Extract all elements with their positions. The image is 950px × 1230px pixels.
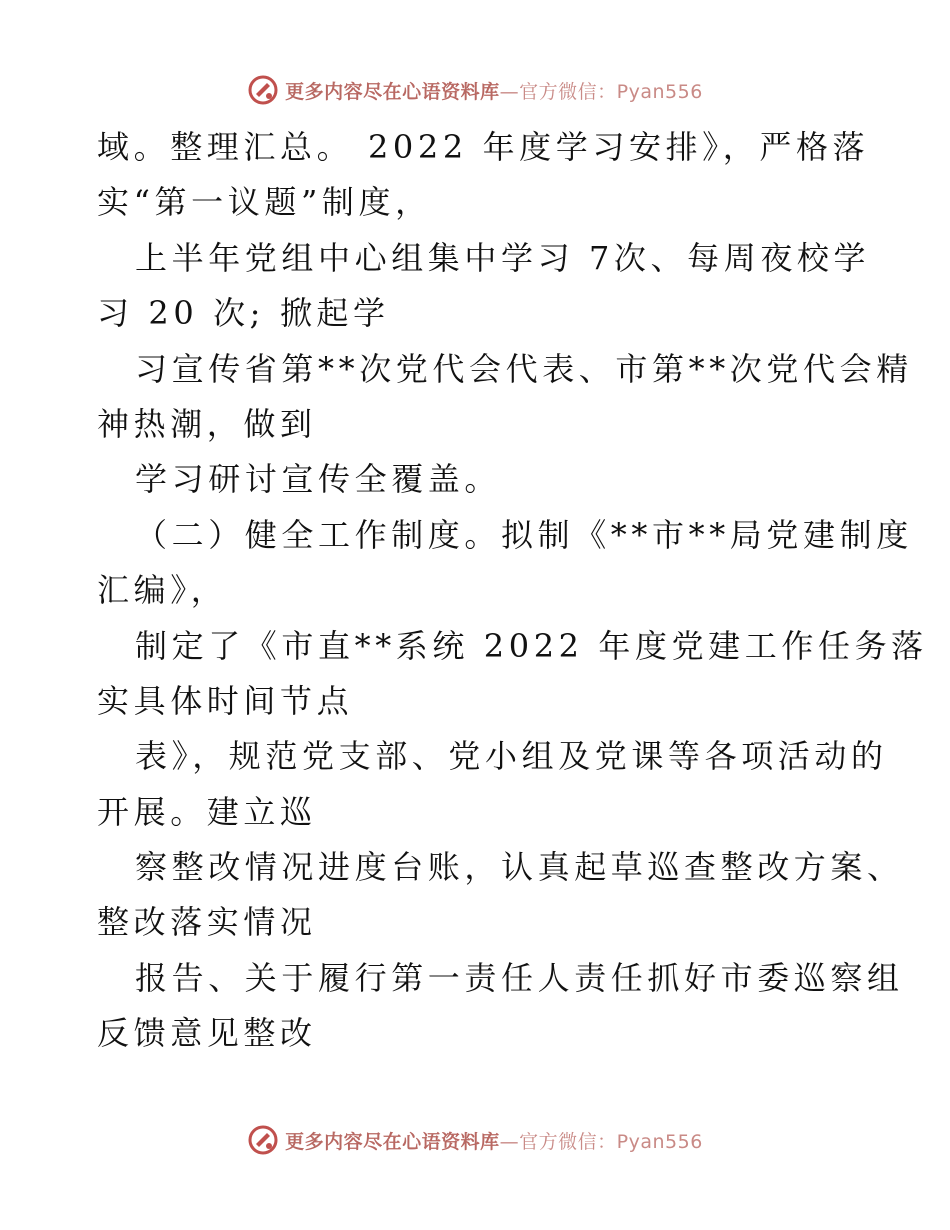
text-line: 上半年党组中心组集中学习 7次、每周夜校学 [135, 238, 871, 277]
logo-circle-pen-icon [247, 1124, 279, 1156]
text-line: 整改落实情况 [97, 903, 317, 942]
watermark-text: 更多内容尽在心语资料库—官方微信：Pyan556 [285, 1130, 703, 1153]
text-line: 开展。建立巡 [97, 792, 317, 831]
text-line: 神热潮，做到 [97, 404, 317, 443]
text-line: 实“第一议题”制度， [97, 183, 432, 222]
logo-circle-pen-icon [247, 74, 279, 106]
watermark-text: 更多内容尽在心语资料库—官方微信：Pyan556 [285, 80, 703, 103]
text-line: 反馈意见整改 [97, 1014, 317, 1053]
text-line: 学习研讨宣传全覆盖。 [135, 460, 502, 499]
text-line: 汇编》， [97, 571, 228, 610]
document-body [97, 120, 928, 1062]
footer-watermark [0, 1120, 950, 1160]
text-line: 实具体时间节点 [97, 681, 354, 720]
text-line: 制定了《市直**系统 2022 年度党建工作任务落 [135, 626, 928, 665]
text-line: 习宣传省第**次党代会代表、市第**次党代会精 [135, 349, 913, 388]
text-line: 域。整理汇总。 2022 年度学习安排》，严格落 [97, 128, 870, 166]
text-line: 报告、关于履行第一责任人责任抓好市委巡察组 [135, 958, 904, 997]
text-line: 习 20 次; 掀起学 [97, 294, 390, 333]
text-line: 察整改情况进度台账，认真起草巡查整改方案、 [135, 848, 904, 887]
text-line: 表》，规范党支部、党小组及党课等各项活动的 [135, 737, 888, 776]
text-line: （二）健全工作制度。拟制《**市**局党建制度 [135, 515, 913, 554]
header-watermark [0, 70, 950, 110]
